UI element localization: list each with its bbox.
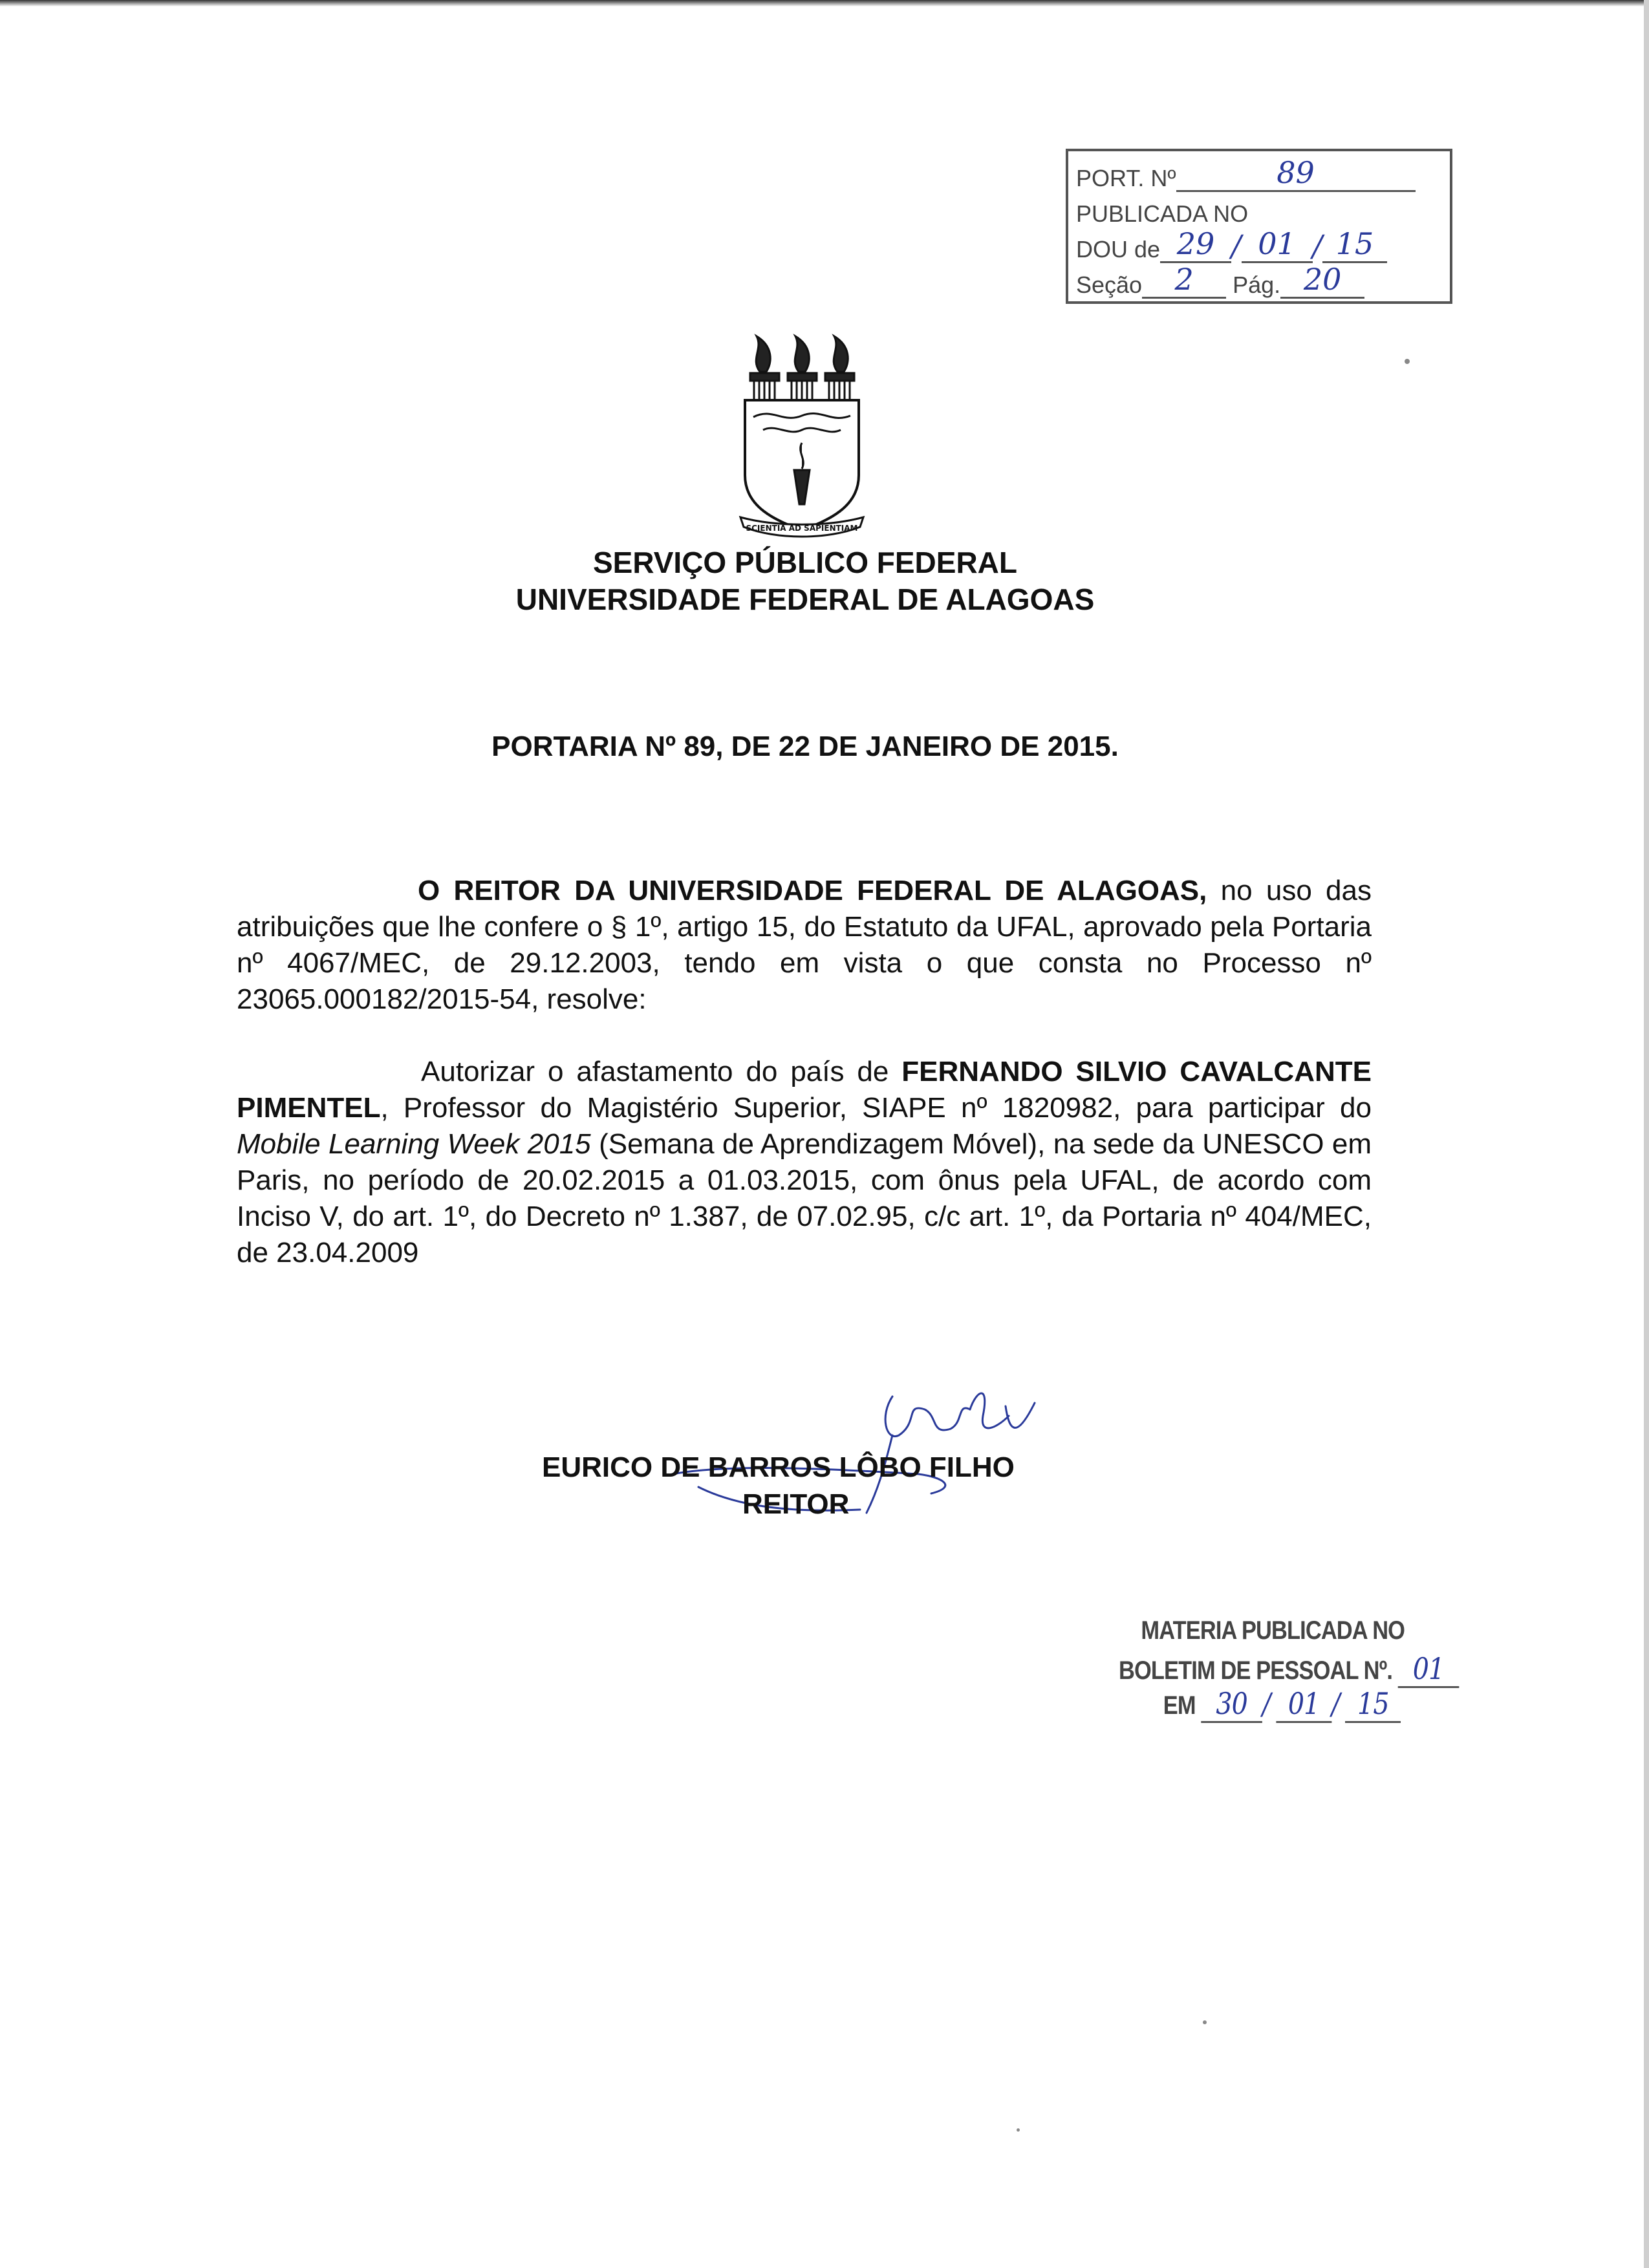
resolution-text-c: (Semana de Aprendizagem Móvel), na sede da UNESCO em Paris, no período de 20.02.2015 a 01.03.2015, com ônus pela UFAL, de acordo com Inciso V, do art. 1º, do Decreto nº 1.387, de 07.02.95, c/c art. 1º, da Portaria nº 404/MEC, de 23.04.2009 [237, 1128, 1372, 1268]
scan-edge-top [0, 0, 1649, 6]
stamp-dou-month: 01 [1242, 226, 1313, 263]
boletim-number: 01 [1398, 1651, 1460, 1688]
header-line-1: SERVIÇO PÚBLICO FEDERAL [593, 546, 1017, 579]
boletim-em-month: 01 [1276, 1686, 1331, 1723]
resolution-text-b: , Professor do Magistério Superior, SIAPE nº 1820982, para participar do [380, 1092, 1372, 1124]
ufal-crest-logo [737, 333, 867, 540]
resolution-event-name: Mobile Learning Week 2015 [237, 1128, 591, 1160]
paragraph-resolution [237, 1054, 1372, 1271]
scan-speck [1405, 359, 1410, 364]
signatory-name: EURICO DE BARROS LÔBO FILHO [542, 1451, 1015, 1483]
boletim-em-label: EM [1163, 1691, 1196, 1720]
document-title: PORTARIA Nº 89, DE 22 DE JANEIRO DE 2015. [491, 731, 1119, 762]
stamp-dou-label: DOU de [1076, 236, 1161, 262]
scan-edge-right [1644, 0, 1649, 2268]
boletim-em-day: 30 [1201, 1686, 1262, 1723]
stamp-dou-day: 29 [1160, 226, 1231, 263]
stamp-secao-value: 2 [1142, 262, 1226, 299]
boletim-label: BOLETIM DE PESSOAL Nº. [1119, 1656, 1393, 1685]
resolution-text-a: Autorizar o afastamento do país de [421, 1056, 902, 1087]
crest-motto: SCIENTIA AD SAPIENTIAM [746, 524, 858, 533]
stamp-secao-label: Seção [1076, 272, 1143, 298]
stamp-port-label: PORT. Nº [1076, 165, 1176, 191]
scan-speck [1203, 2020, 1207, 2024]
paragraph-preamble [237, 873, 1372, 1018]
header-line-2: UNIVERSIDADE FEDERAL DE ALAGOAS [515, 583, 1095, 616]
stamp-pag-label: Pág. [1233, 272, 1281, 298]
preamble-text: no uso das atribuições que lhe confere o § 1º, artigo 15, do Estatuto da UFAL, aprovado pela Portaria nº 4067/MEC, de 29.12.2003, tendo em vista o que consta no Processo nº 23065.000182/2015-54, resolve: [237, 875, 1372, 1015]
boletim-em-year: 15 [1345, 1686, 1401, 1723]
boletim-publication-stamp: MATERIA PUBLICADA NO BOLETIM DE PESSOAL Nº. 01 EM 30 / 01 / 15 [1119, 1616, 1430, 1721]
scan-speck [1017, 2128, 1020, 2132]
resolution-person-name: FERNANDO SILVIO CAVALCANTE PIMENTEL [237, 1056, 1372, 1124]
boletim-line-1: MATERIA PUBLICADA NO [1141, 1616, 1405, 1645]
preamble-bold-lead: O REITOR DA UNIVERSIDADE FEDERAL DE ALAGOAS, [418, 875, 1207, 906]
stamp-port-value: 89 [1176, 155, 1416, 192]
signatory-role: REITOR [742, 1488, 850, 1520]
stamp-publicada-label: PUBLICADA NO [1076, 200, 1249, 227]
stamp-dou-year: 15 [1322, 226, 1387, 263]
stamp-pag-value: 20 [1280, 262, 1364, 299]
dou-publication-stamp: PORT. Nº 89 PUBLICADA NO DOU de 29 / 01 / 15 Seção 2 Pág. 20 [1066, 149, 1452, 304]
